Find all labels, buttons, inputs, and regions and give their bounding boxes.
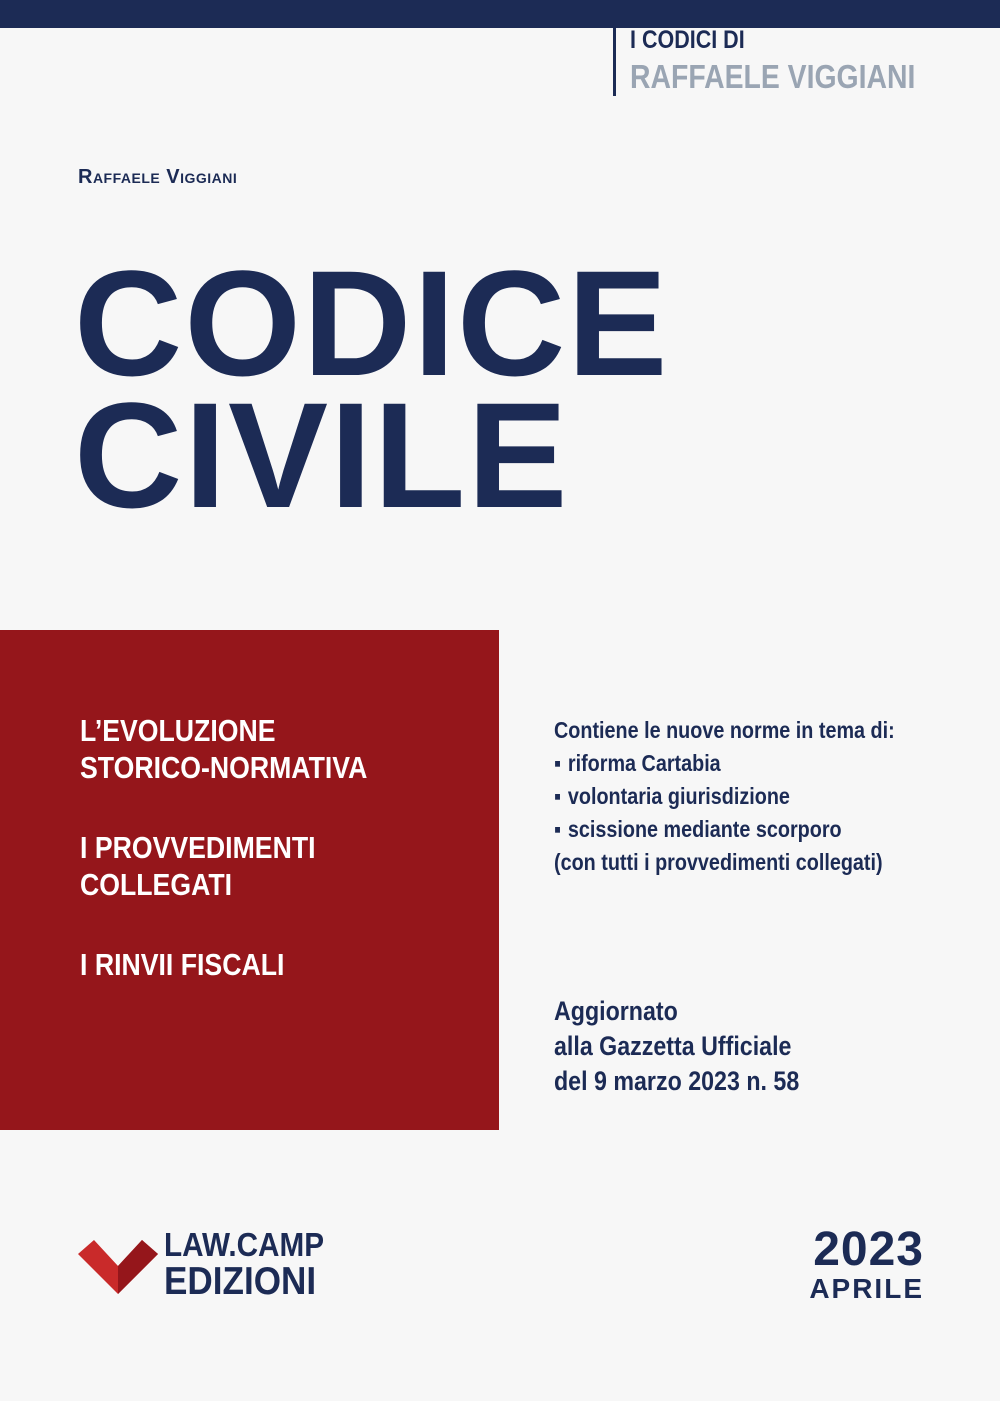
- book-title-line-2: CIVILE: [74, 371, 570, 539]
- publisher-logo: LAW.CAMP EDIZIONI: [164, 1226, 325, 1303]
- author-name: Raffaele Viggiani: [78, 166, 238, 188]
- contents-bullet: ▪ riforma Cartabia: [554, 747, 895, 780]
- series-author: RAFFAELE VIGGIANI: [630, 58, 916, 95]
- series-label: I CODICI DI: [630, 26, 745, 54]
- contents-intro: Contiene le nuove norme in tema di:: [554, 717, 895, 743]
- top-bar: [0, 0, 1000, 28]
- contents-summary: [554, 714, 895, 879]
- red-chevron-checkmark-icon: [78, 1234, 158, 1296]
- feature-item: I RINVII FISCALI: [80, 947, 285, 982]
- edition-badge: [809, 1223, 924, 1304]
- feature-item: L’EVOLUZIONE STORICO-NORMATIVA: [80, 713, 368, 785]
- edition-month: APRILE: [809, 1273, 924, 1304]
- edition-year: 2023: [813, 1223, 924, 1276]
- book-title-line-1: CODICE: [74, 239, 670, 407]
- contents-bullet: ▪ scissione mediante scorporo: [554, 813, 895, 846]
- contents-bullet: ▪ volontaria giurisdizione: [554, 780, 895, 813]
- contents-note: (con tutti i provvedimenti collegati): [554, 849, 883, 875]
- feature-item: I PROVVEDIMENTI COLLEGATI: [80, 830, 316, 902]
- series-divider: [613, 28, 616, 96]
- update-notice: Aggiornato alla Gazzetta Ufficiale del 9 marzo 2023 n. 58: [554, 996, 800, 1096]
